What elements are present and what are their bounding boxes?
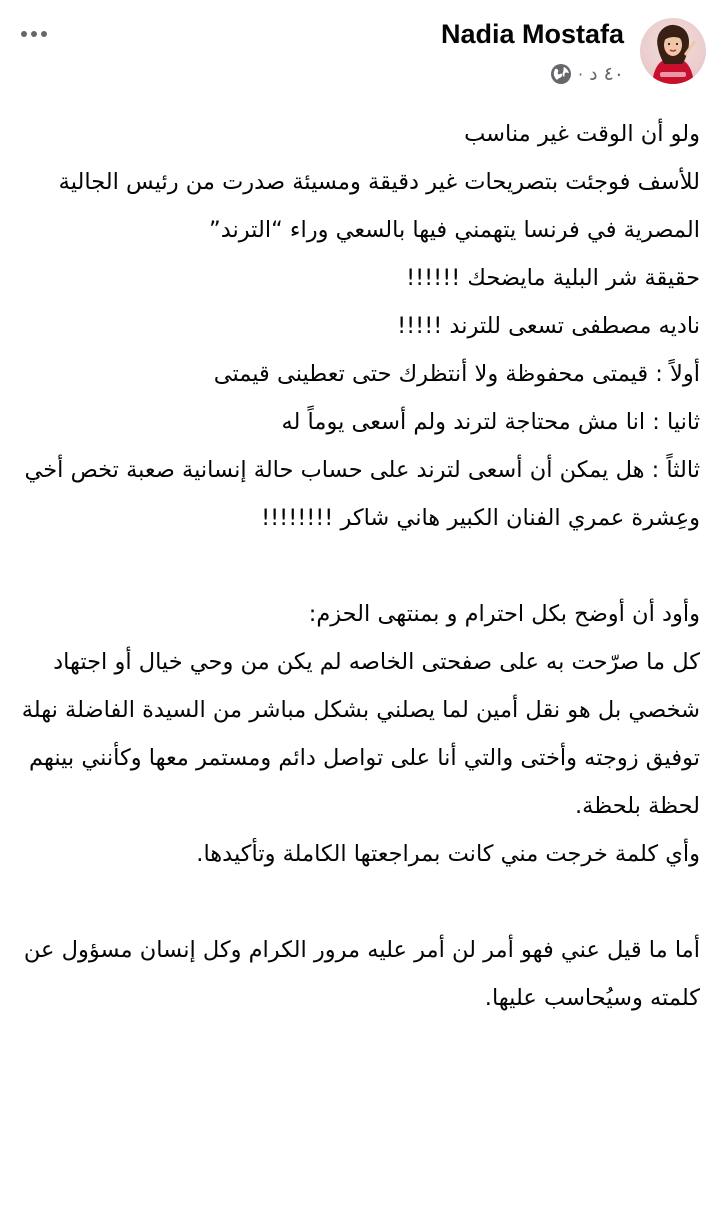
post-meta bbox=[550, 60, 624, 88]
post-time[interactable]: ٤٠ د bbox=[589, 63, 624, 85]
post-paragraph: ثانيا : انا مش محتاجة لترند ولم أسعى يوماً له bbox=[281, 409, 700, 435]
post-body bbox=[16, 110, 700, 1022]
meta-separator: · bbox=[577, 64, 584, 84]
post-paragraph: أما ما قيل عني فهو أمر لن أمر عليه مرور الكرام وكل إنسان مسؤول عن كلمته وسيُحاسب عليها. bbox=[23, 937, 700, 1011]
more-dot bbox=[21, 31, 27, 37]
profile-avatar-icon bbox=[640, 18, 706, 84]
post-paragraph: كل ما صرّحت به على صفحتى الخاصه لم يكن من وحي خيال أو اجتهاد شخصي بل هو نقل أمين لما يصلني بشكل مباشر من السيدة الفاضلة نهلة توفيق زوجته وأختى والتي أنا على تواصل دائم ومستمر معها وكأنني بينهم لحظة بلحظة. bbox=[21, 649, 700, 819]
post-paragraph: وأي كلمة خرجت مني كانت بمراجعتها الكاملة وتأكيدها. bbox=[196, 841, 700, 867]
post-paragraph: حقيقة شر البلية مايضحك !!!!!! bbox=[406, 265, 700, 291]
post-paragraph: وأود أن أوضح بكل احترام و بمنتهى الحزم: bbox=[308, 601, 700, 627]
more-dot bbox=[41, 31, 47, 37]
post-header bbox=[0, 0, 720, 100]
author-name[interactable]: Nadia Mostafa bbox=[440, 19, 624, 49]
avatar[interactable] bbox=[640, 18, 706, 84]
post-paragraph: ناديه مصطفى تسعى للترند !!!!! bbox=[397, 313, 700, 339]
post-paragraph: للأسف فوجئت بتصريحات غير دقيقة ومسيئة صدرت من رئيس الجالية المصرية في فرنسا يتهمني فيها بالسعي وراء “الترند” bbox=[58, 169, 700, 243]
post-paragraph: ثالثاً : هل يمكن أن أسعى لترند على حساب حالة إنسانية صعبة تخص أخي وعِشرة عمري الفنان الكبير هاني شاكر !!!!!!!! bbox=[24, 457, 700, 531]
post-paragraph: ولو أن الوقت غير مناسب bbox=[464, 121, 700, 147]
more-dot bbox=[31, 31, 37, 37]
globe-icon[interactable] bbox=[550, 63, 572, 85]
more-options-button[interactable] bbox=[14, 18, 54, 50]
post-paragraph: أولاً : قيمتى محفوظة ولا أنتظرك حتى تعطينى قيمتى bbox=[213, 361, 700, 387]
